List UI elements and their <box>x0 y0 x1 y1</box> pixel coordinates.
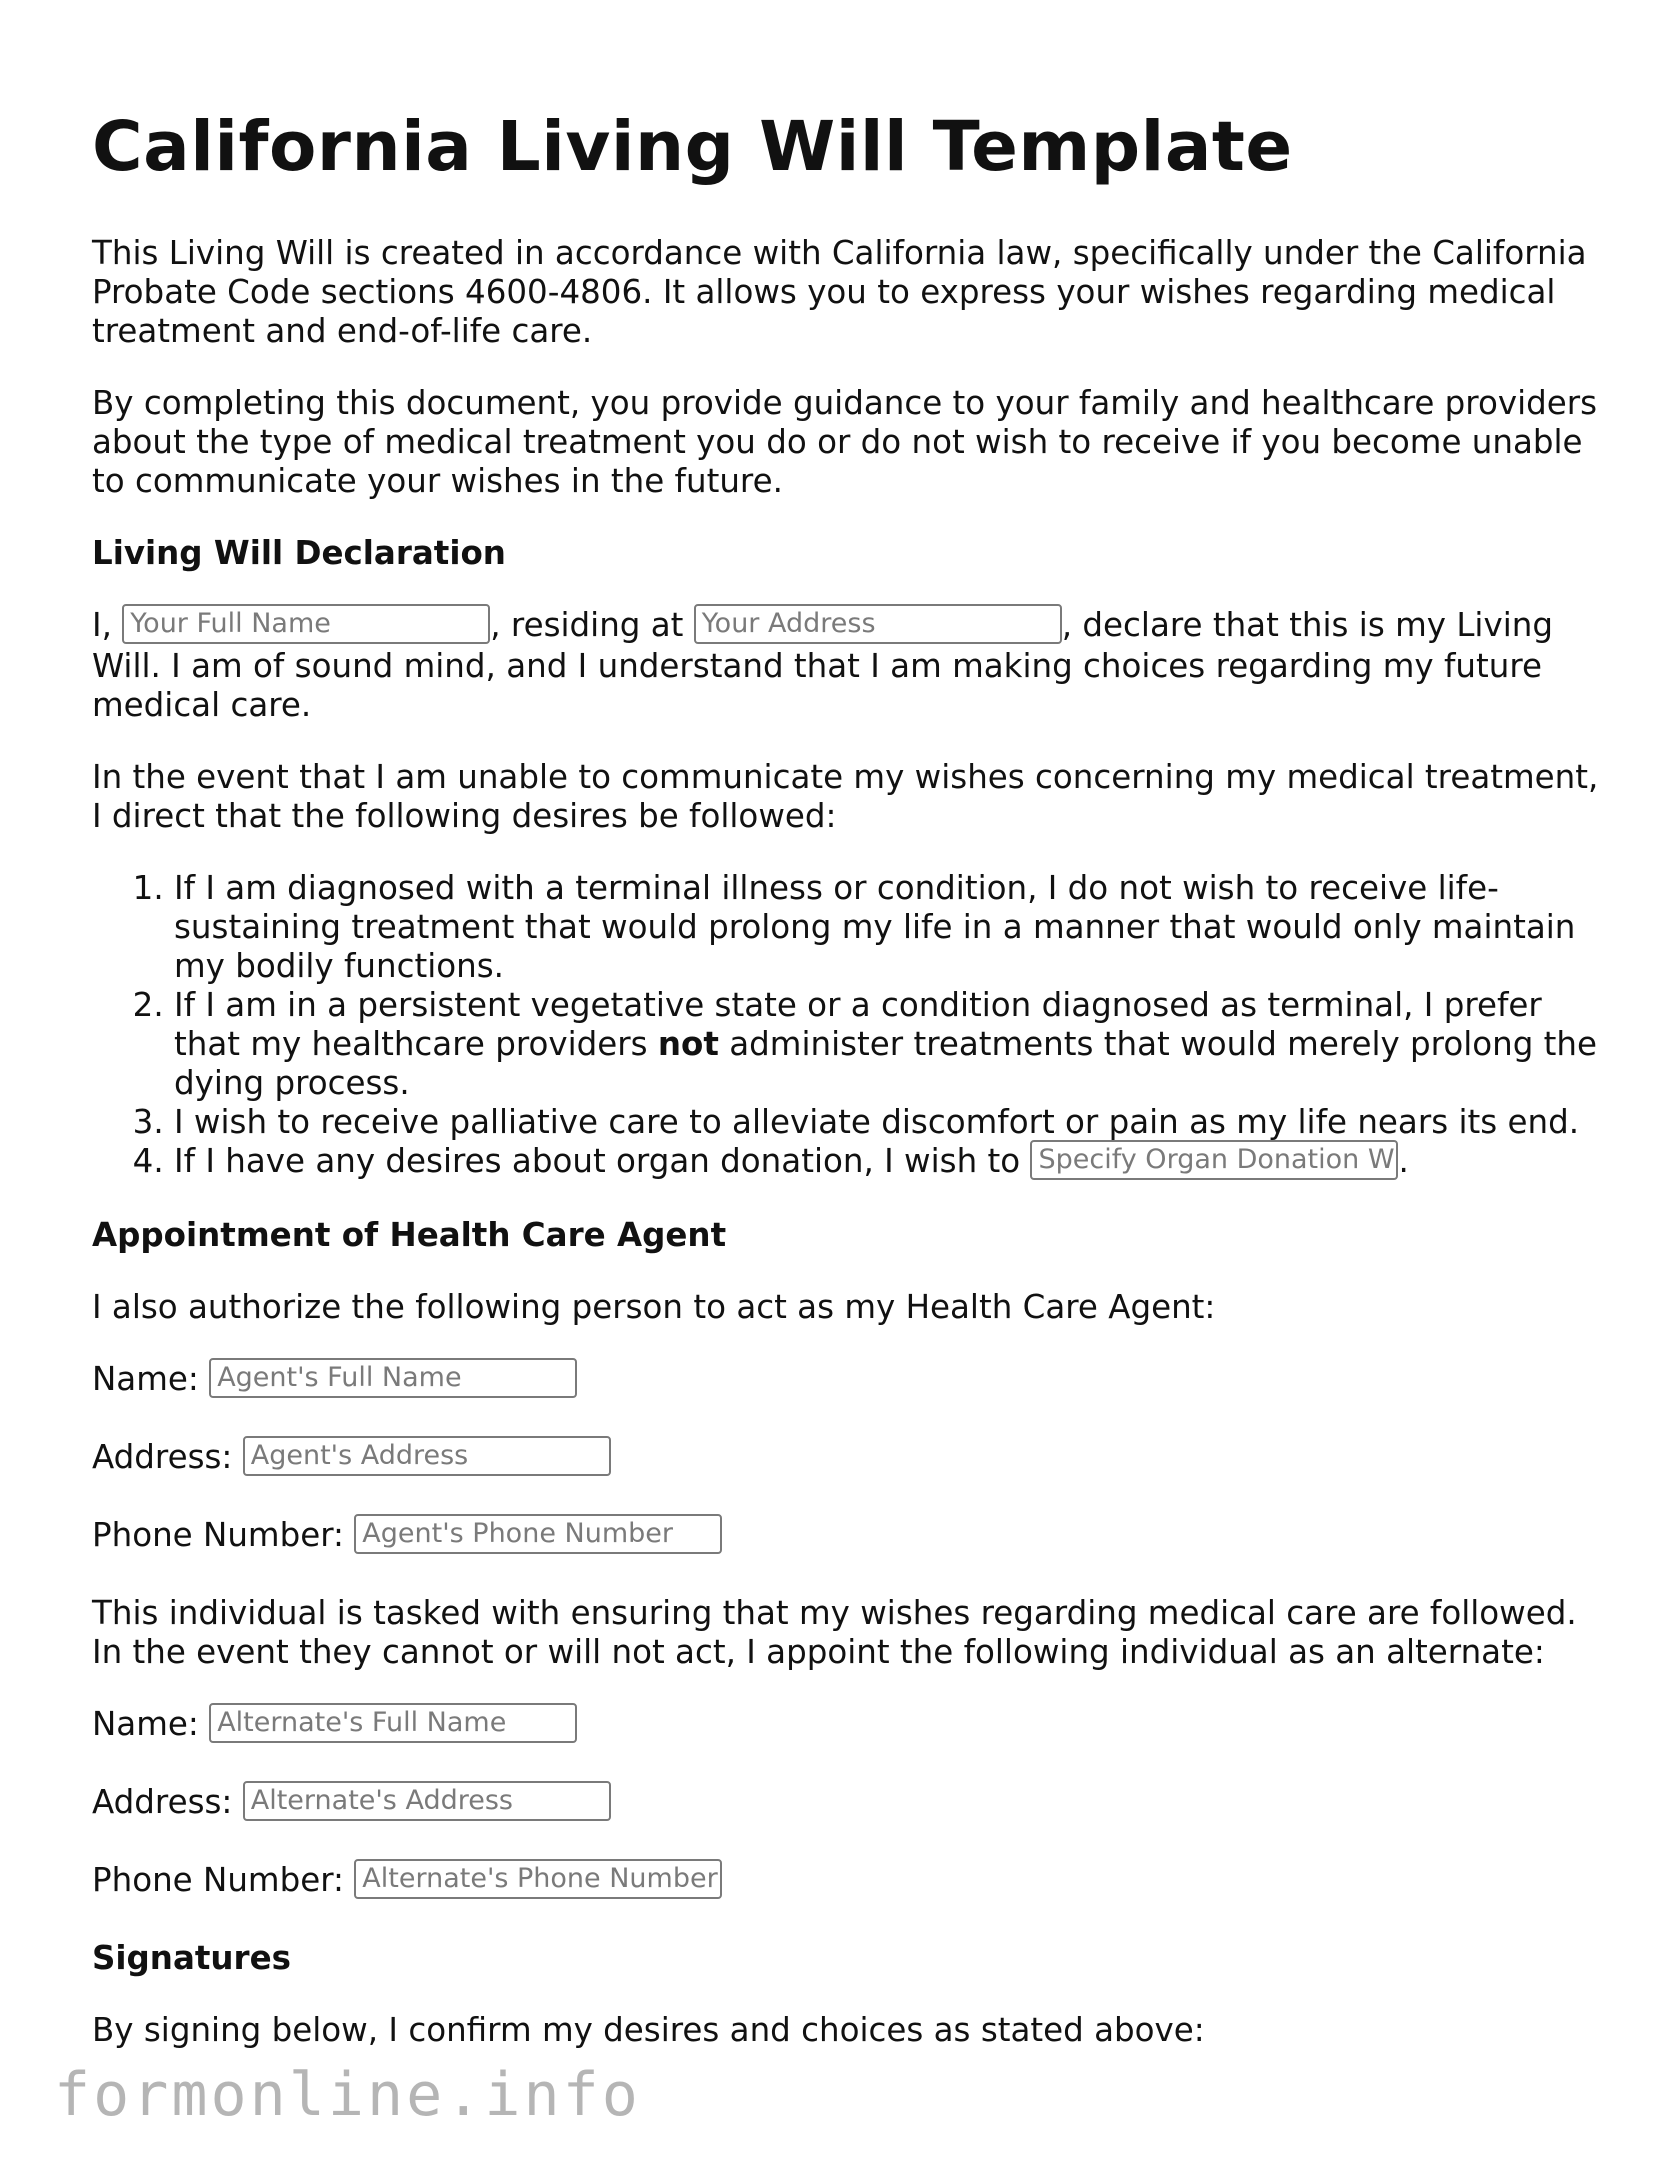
alternate-address-row <box>92 1783 1602 1824</box>
agent-heading: Appointment of Health Care Agent <box>92 1215 727 1254</box>
agent-name-input[interactable]: Agent's Full Name <box>209 1358 577 1398</box>
alternate-name-row <box>92 1705 1602 1746</box>
organ-donation-input[interactable]: Specify Organ Donation W <box>1030 1140 1398 1180</box>
address-input[interactable]: Your Address <box>694 604 1062 644</box>
alternate-address-label: Address: <box>92 1782 233 1821</box>
signatures-heading: Signatures <box>92 1938 291 1977</box>
declaration-statement <box>92 606 1602 725</box>
alternate-name-label: Name: <box>92 1704 199 1743</box>
agent-phone-input[interactable]: Agent's Phone Number <box>354 1514 722 1554</box>
intro-paragraph-2: By completing this document, you provide guidance to your family and healthcare providers about the type of medical treatment you do or do not wish to receive if you become unable to communicate your wishes in the future. <box>92 383 1598 500</box>
list-item-text: . <box>1398 1141 1409 1180</box>
signatures-intro: By signing below, I confirm my desires and choices as stated above: <box>92 2010 1205 2049</box>
agent-address-input[interactable]: Agent's Address <box>243 1436 611 1476</box>
alternate-intro: This individual is tasked with ensuring that my wishes regarding medical care are followed. In the event they cannot or will not act, I appoint the following individual as an alternate: <box>92 1593 1577 1671</box>
alternate-phone-row <box>92 1861 1602 1902</box>
alternate-phone-input[interactable]: Alternate's Phone Number <box>354 1859 722 1899</box>
agent-name-row <box>92 1360 1602 1401</box>
declaration-residing: , residing at <box>490 605 684 644</box>
agent-phone-row <box>92 1516 1602 1557</box>
agent-address-row <box>92 1438 1602 1479</box>
list-item <box>174 1142 1602 1183</box>
alternate-phone-label: Phone Number: <box>92 1860 344 1899</box>
intro-paragraph-1: This Living Will is created in accordance with California law, specifically under the California Probate Code sections 4600-4806. It allows you to express your wishes regarding medical treatment and end-of-life care. <box>92 233 1587 350</box>
list-item-text: If I am in a persistent vegetative state or a condition diagnosed as terminal, I prefer that my healthcare providers <box>174 985 1542 1063</box>
declaration-suffix: , declare that this is my Living Will. I am of sound mind, and I understand that I am making choices regarding my future medical care. <box>92 605 1553 724</box>
list-item <box>174 986 1602 1103</box>
declaration-heading: Living Will Declaration <box>92 533 506 572</box>
declaration-direction: In the event that I am unable to communicate my wishes concerning my medical treatment, I direct that the following desires be followed: <box>92 757 1599 835</box>
alternate-address-input[interactable]: Alternate's Address <box>243 1781 611 1821</box>
document-page <box>92 107 1602 2083</box>
watermark: formonline.info <box>54 2060 641 2130</box>
agent-phone-label: Phone Number: <box>92 1515 344 1554</box>
list-item-text: administer treatments that would merely prolong the dying process. <box>174 1024 1598 1102</box>
alternate-name-input[interactable]: Alternate's Full Name <box>209 1703 577 1743</box>
list-item-text: If I have any desires about organ donation, I wish to <box>174 1141 1021 1180</box>
list-item-emphasis: not <box>657 1024 719 1063</box>
declaration-prefix: I, <box>92 605 112 644</box>
list-item: 3. I wish to receive palliative care to alleviate discomfort or pain as my life nears its end. <box>174 1103 1602 1142</box>
agent-name-label: Name: <box>92 1359 199 1398</box>
full-name-input[interactable]: Your Full Name <box>122 604 490 644</box>
agent-intro: I also authorize the following person to act as my Health Care Agent: <box>92 1287 1216 1326</box>
wishes-list <box>92 869 1602 1183</box>
agent-address-label: Address: <box>92 1437 233 1476</box>
document-title: California Living Will Template <box>92 107 1293 187</box>
list-item: 1. If I am diagnosed with a terminal illness or condition, I do not wish to receive life-sustaining treatment that would prolong my life in a manner that would only maintain my bodily functions. <box>174 869 1602 986</box>
